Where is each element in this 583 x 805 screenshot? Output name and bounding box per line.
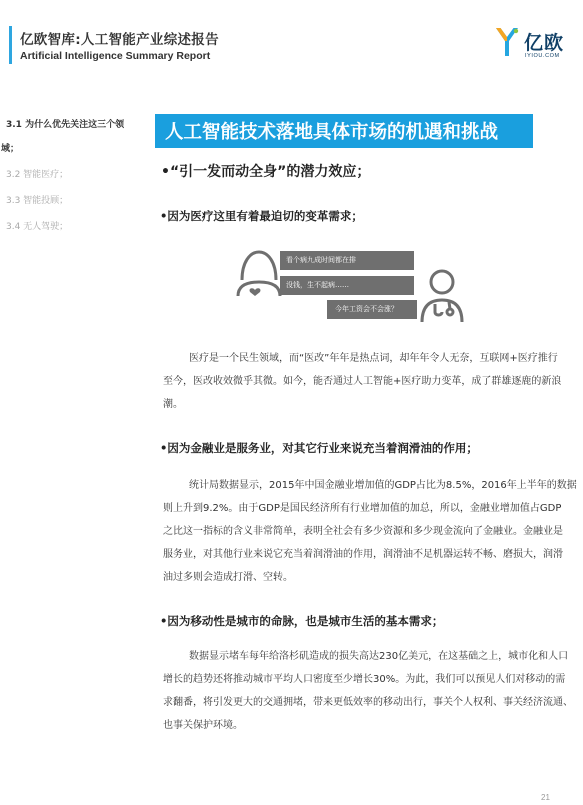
- header-accent-bar: [9, 26, 12, 64]
- section-title-banner: [155, 114, 533, 148]
- doctor-person-icon: [418, 268, 466, 324]
- toc-item-3-4[interactable]: 3.4 无人驾驶；: [6, 222, 69, 232]
- report-header: [0, 0, 583, 80]
- speech-bubble: 今年工资会不会涨？: [327, 300, 417, 319]
- report-subtitle: Artificial Intelligence Summary Report: [20, 50, 211, 62]
- speech-bubble: 看个病九成时间都在排: [280, 251, 414, 270]
- toc-item-3-1-continued[interactable]: 域；: [1, 144, 20, 154]
- logo-text: 亿欧: [524, 32, 565, 54]
- paragraph-line: 至今，医改收效微乎其微。如今，能否通过人工智能+医疗助力变革，成了群雄逐鹿的新浪: [163, 376, 562, 387]
- finance-paragraph: [163, 474, 577, 589]
- paragraph-line: 也事关保护环境。: [163, 720, 243, 731]
- section-title: 人工智能技术落地具体市场的机遇和挑战: [165, 122, 499, 143]
- yiou-logo: [494, 26, 576, 62]
- medical-illustration: [234, 240, 466, 324]
- paragraph-line: 医疗是一个民生领域，而“医改”年年是热点词，却年年令人无奈，互联网+医疗推行: [189, 353, 558, 364]
- paragraph-line: 油过多则会造成打滑、空转。: [163, 572, 293, 583]
- page-number: 21: [541, 793, 550, 802]
- speech-bubble: 没钱，生不起病……: [280, 276, 414, 295]
- paragraph-line: 数据显示堵车每年给洛杉矶造成的损失高达230亿美元，在这基础之上，城市化和人口: [189, 651, 569, 662]
- mobility-heading: •因为移动性是城市的命脉，也是城市生活的基本需求；: [160, 614, 444, 628]
- paragraph-line: 求翻番，将引发更大的交通拥堵，带来更低效率的移动出行，事关个人权利、事关经济流通、: [163, 697, 573, 708]
- paragraph-line: 则上升到9.2%。由于GDP是国民经济所有行业增加值的加总，所以，金融业增加值占GDP: [163, 503, 562, 514]
- mobility-paragraph: [163, 645, 573, 737]
- paragraph-line: 增长的趋势还将推动城市平均人口密度至少增长30%。为此，我们可以预见人们对移动的需: [163, 674, 566, 685]
- paragraph-line: 之比这一指标的含义非常简单，表明全社会有多少资源和多少现金流向了金融业。金融业是: [163, 526, 563, 537]
- report-title: 亿欧智库:人工智能产业综述报告: [20, 32, 219, 48]
- toc-item-3-1[interactable]: 3.1 为什么优先关注这三个领: [6, 120, 125, 130]
- paragraph-line: 潮。: [163, 399, 183, 410]
- toc-item-3-3[interactable]: 3.3 智能投顾；: [6, 196, 69, 206]
- logo-domain: IYIOU.COM: [525, 53, 560, 59]
- key-point-bullet: •“引一发而动全身”的潜力效应；: [161, 164, 371, 180]
- medical-paragraph: [163, 347, 563, 416]
- paragraph-line: 统计局数据显示，2015年中国金融业增加值的GDP占比为8.5%，2016年上半年的数据: [189, 480, 577, 491]
- yiou-logo-mark-icon: [494, 26, 520, 58]
- medical-heading: •因为医疗这里有着最迫切的变革需求；: [160, 209, 363, 223]
- paragraph-line: 服务业，对其他行业来说它充当着润滑油的作用，润滑油不足机器运转不畅、磨损大，润滑: [163, 549, 563, 560]
- finance-heading: •因为金融业是服务业，对其它行业来说充当着润滑油的作用；: [160, 441, 478, 455]
- toc-item-3-2[interactable]: 3.2 智能医疗；: [6, 170, 69, 180]
